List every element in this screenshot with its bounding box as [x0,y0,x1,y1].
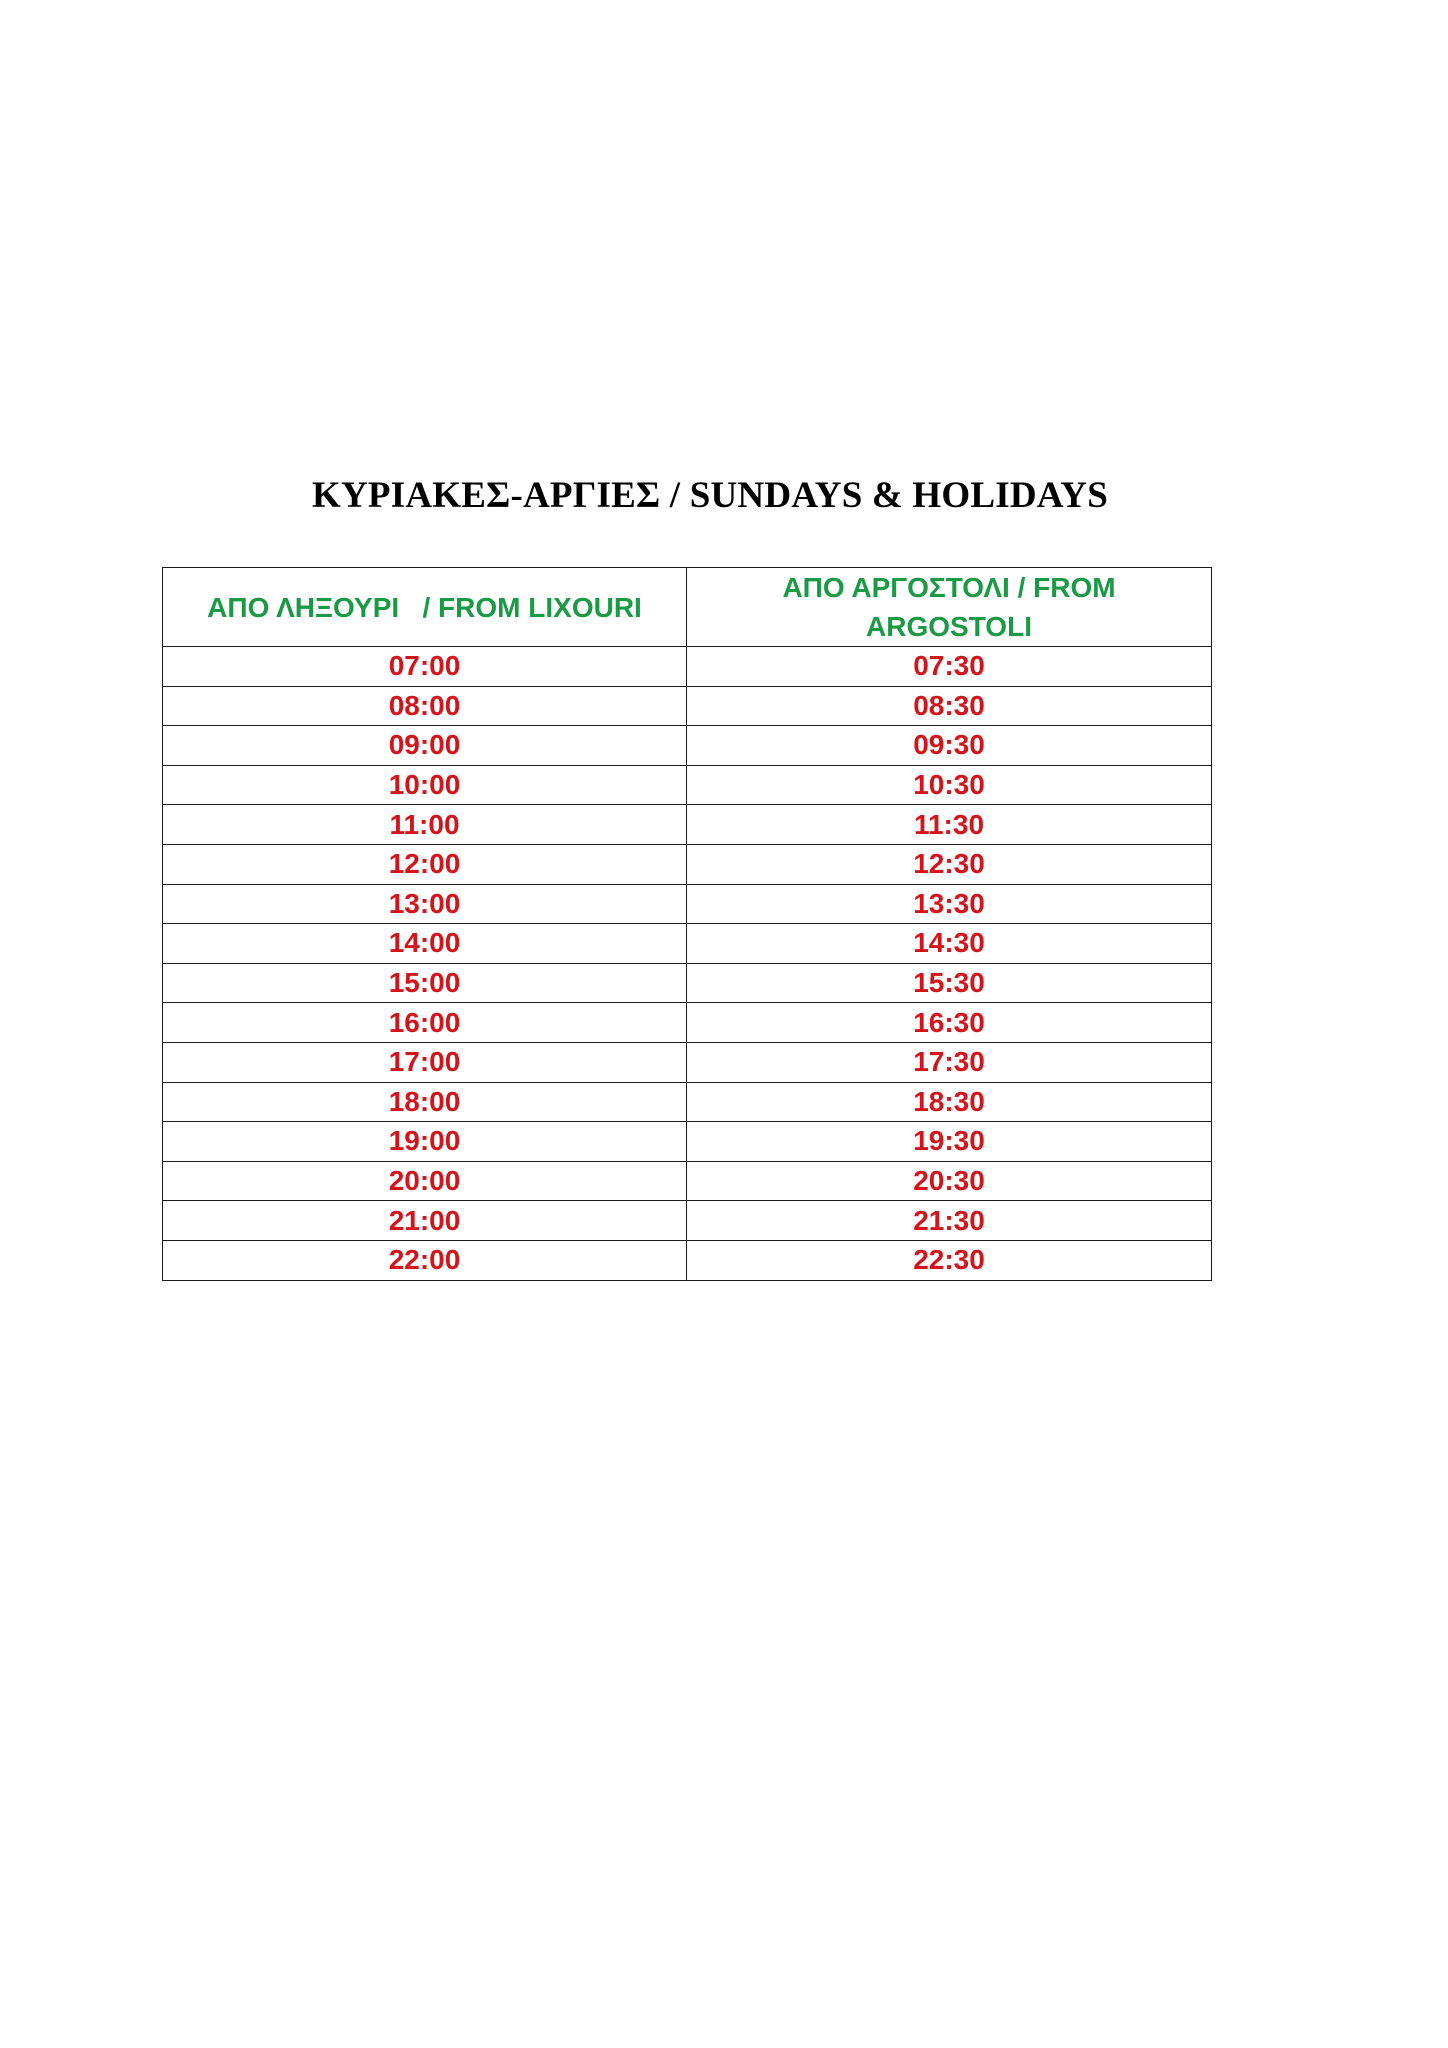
departure-time-lixouri: 20:00 [163,1161,687,1201]
departure-time-lixouri: 08:00 [163,686,687,726]
table-row [163,884,1212,924]
departure-time-lixouri: 15:00 [163,963,687,1003]
departure-time-argostoli: 16:30 [687,1003,1212,1043]
table-row [163,726,1212,766]
departure-time-argostoli: 19:30 [687,1122,1212,1162]
header-row [163,568,1212,647]
table-row [163,844,1212,884]
departure-time-lixouri: 18:00 [163,1082,687,1122]
table-row [163,1201,1212,1241]
departure-time-argostoli: 21:30 [687,1201,1212,1241]
table-row [163,1240,1212,1280]
departure-time-argostoli: 13:30 [687,884,1212,924]
table-row [163,1003,1212,1043]
departure-time-lixouri: 07:00 [163,647,687,687]
table-row [163,924,1212,964]
table-row [163,1042,1212,1082]
departure-time-argostoli: 09:30 [687,726,1212,766]
table-row [163,1161,1212,1201]
departure-time-argostoli: 10:30 [687,765,1212,805]
departure-time-lixouri: 11:00 [163,805,687,845]
departure-time-argostoli: 08:30 [687,686,1212,726]
header-from-argostoli-label: ΑΠΟ ΑΡΓΟΣΤΟΛΙ / FROM ARGOSTOLI [782,572,1116,642]
departure-time-lixouri: 14:00 [163,924,687,964]
departure-time-lixouri: 17:00 [163,1042,687,1082]
header-from-lixouri [163,568,687,647]
departure-time-argostoli: 11:30 [687,805,1212,845]
table-row [163,1122,1212,1162]
timetable-header [163,568,1212,647]
table-row [163,686,1212,726]
timetable-body [163,647,1212,1281]
header-from-argostoli [687,568,1212,647]
departure-time-lixouri: 16:00 [163,1003,687,1043]
header-from-lixouri-label: ΑΠΟ ΛΗΞΟΥΡΙ / FROM LIXOURI [207,591,642,623]
departure-time-argostoli: 17:30 [687,1042,1212,1082]
table-row [163,963,1212,1003]
departure-time-argostoli: 22:30 [687,1240,1212,1280]
departure-time-lixouri: 13:00 [163,884,687,924]
departure-time-lixouri: 12:00 [163,844,687,884]
departure-time-lixouri: 22:00 [163,1240,687,1280]
departure-time-argostoli: 15:30 [687,963,1212,1003]
table-row [163,1082,1212,1122]
departure-time-lixouri: 19:00 [163,1122,687,1162]
table-row [163,805,1212,845]
timetable [162,567,1212,1281]
departure-time-argostoli: 12:30 [687,844,1212,884]
departure-time-argostoli: 18:30 [687,1082,1212,1122]
departure-time-lixouri: 09:00 [163,726,687,766]
departure-time-argostoli: 20:30 [687,1161,1212,1201]
departure-time-lixouri: 21:00 [163,1201,687,1241]
departure-time-lixouri: 10:00 [163,765,687,805]
table-row [163,765,1212,805]
page-title: ΚΥΡΙΑΚΕΣ-ΑΡΓΙΕΣ / SUNDAYS & HOLIDAYS [312,475,1108,516]
table-row [163,647,1212,687]
departure-time-argostoli: 14:30 [687,924,1212,964]
departure-time-argostoli: 07:30 [687,647,1212,687]
